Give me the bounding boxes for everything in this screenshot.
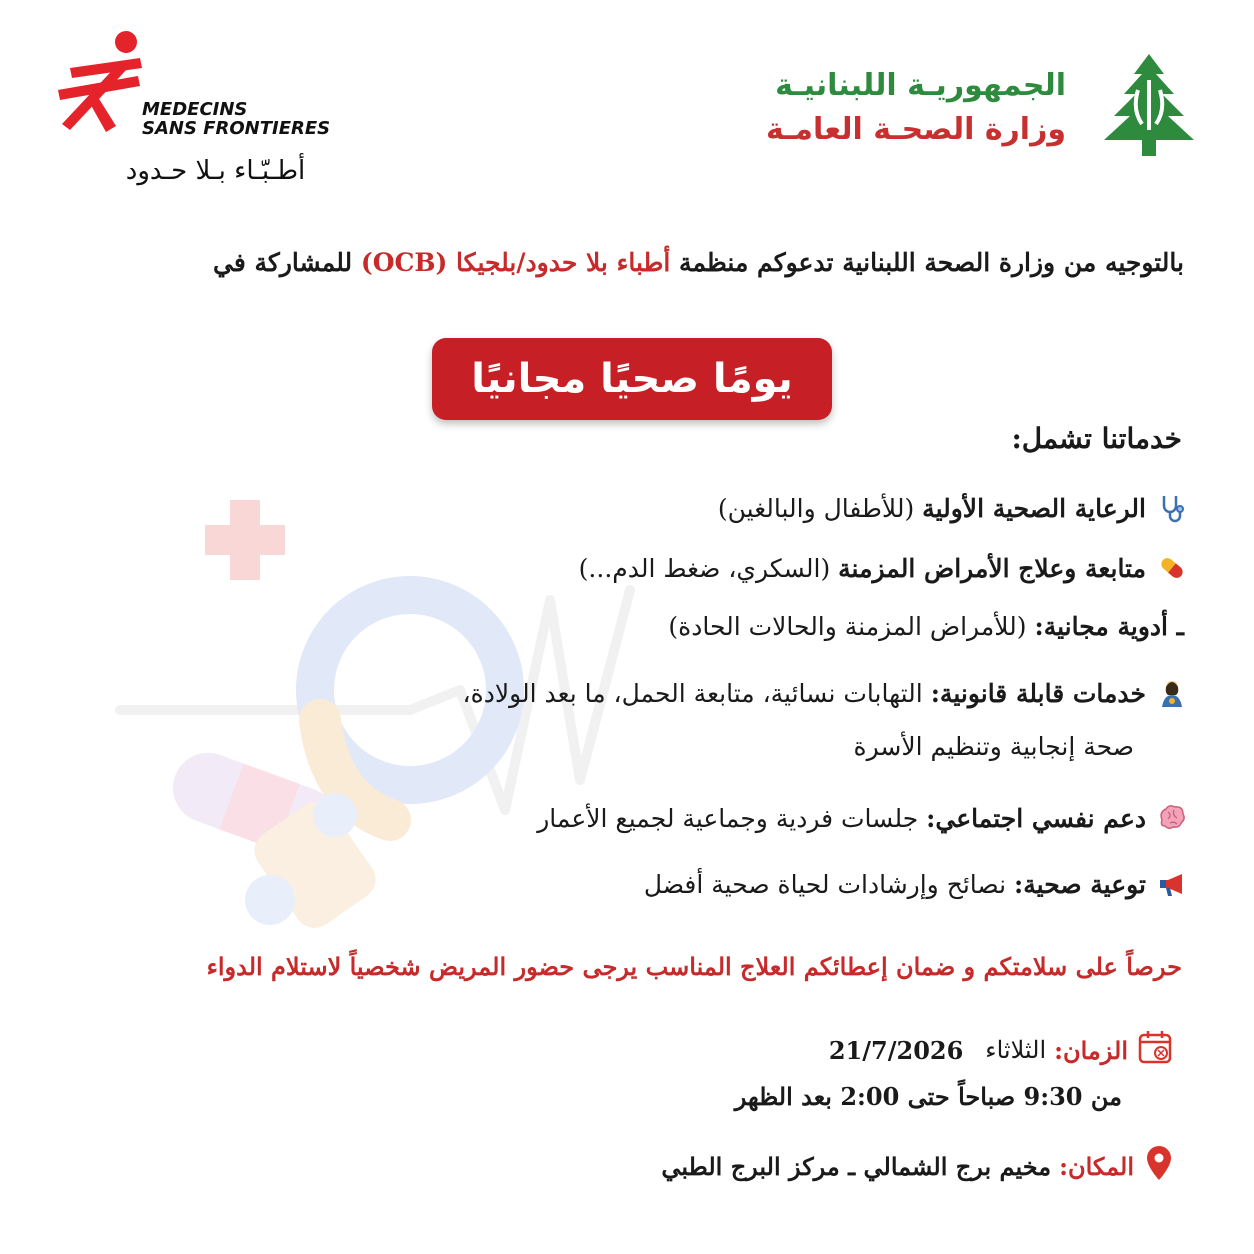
service-item-free-medication (668, 612, 1184, 641)
service-detail: التهابات نسائية، متابعة الحمل، ما بعد الولادة، (462, 678, 931, 708)
service-detail-line2: صحة إنجابية وتنظيم الأسرة (853, 732, 1134, 761)
intro-org-name: أطباء بلا حدود/بلجيكا (OCB) (360, 248, 671, 277)
location-pin-icon (1142, 1144, 1176, 1188)
place-label: المكان: (1059, 1151, 1134, 1181)
brain-icon (1154, 800, 1190, 836)
service-detail: (للأمراض المزمنة والحالات الحادة) (668, 612, 1035, 641)
service-title: الرعاية الصحية الأولية (922, 493, 1146, 523)
intro-paragraph (64, 248, 1184, 277)
megaphone-icon (1154, 866, 1190, 902)
service-detail: (للأطفال والبالغين) (717, 493, 923, 523)
event-title-banner: يومًا صحيًا مجانيًا (432, 338, 832, 420)
service-title: متابعة وعلاج الأمراض المزمنة (838, 553, 1146, 583)
msf-name-line2: SANS FRONTIERES (142, 118, 331, 139)
event-time (829, 1028, 1174, 1072)
service-item-midwifery-line2 (854, 732, 1134, 761)
service-title: توعية صحية: (1014, 869, 1146, 899)
service-detail: نصائح وإرشادات لحياة صحية أفضل (643, 869, 1015, 899)
service-item-primary-care (718, 490, 1190, 526)
time-day: الثلاثاء (985, 1036, 1047, 1064)
service-item-health-awareness (644, 866, 1190, 902)
notice-text: حرصاً على سلامتكم و ضمان إعطائكم العلاج المناسب يرجى حضور المريض شخصياً لاستلام الدواء (206, 952, 1182, 981)
place-value: مخيم برج الشمالي ـ مركز البرج الطبي (661, 1151, 1052, 1181)
service-title: خدمات قابلة قانونية: (930, 678, 1146, 708)
msf-name-ar: أطـبّـاء بـلا حـدود (125, 156, 306, 186)
republic-title: الجمهوريـة اللبنانيـة (775, 68, 1066, 103)
cedar-icon (1094, 50, 1204, 165)
service-item-chronic-diseases (579, 550, 1190, 586)
msf-name-en (142, 100, 330, 138)
service-detail: جلسات فردية وجماعية لجميع الأعمار (537, 803, 927, 833)
ministry-title: وزارة الصحـة العامـة (765, 112, 1066, 147)
pill-icon (1154, 550, 1190, 586)
service-title: ـ أدوية مجانية: (1034, 612, 1184, 641)
intro-text-start: بالتوجيه من وزارة الصحة اللبنانية تدعوكم منظمة (670, 248, 1184, 277)
msf-name-line1: MEDECINS (142, 99, 248, 120)
event-hours (735, 1082, 1122, 1111)
services-heading: خدماتنا تشمل: (1011, 422, 1182, 455)
service-title: دعم نفسي اجتماعي: (926, 803, 1146, 833)
midwife-icon (1154, 675, 1190, 711)
service-item-midwifery (463, 675, 1190, 711)
ministry-logo (765, 50, 1204, 170)
stethoscope-icon (1154, 490, 1190, 526)
calendar-icon (1136, 1028, 1174, 1072)
time-hours: من 9:30 صباحاً حتى 2:00 بعد الظهر (734, 1082, 1122, 1111)
time-date: 21/7/2026 (828, 1035, 964, 1065)
msf-running-man-icon (50, 28, 150, 138)
msf-logo (50, 28, 340, 198)
event-place (661, 1144, 1176, 1188)
service-detail: (السكري، ضغط الدم...) (578, 553, 839, 583)
service-item-psychosocial (537, 800, 1190, 836)
intro-text-end: للمشاركة في (213, 248, 361, 277)
time-label: الزمان: (1054, 1035, 1128, 1065)
